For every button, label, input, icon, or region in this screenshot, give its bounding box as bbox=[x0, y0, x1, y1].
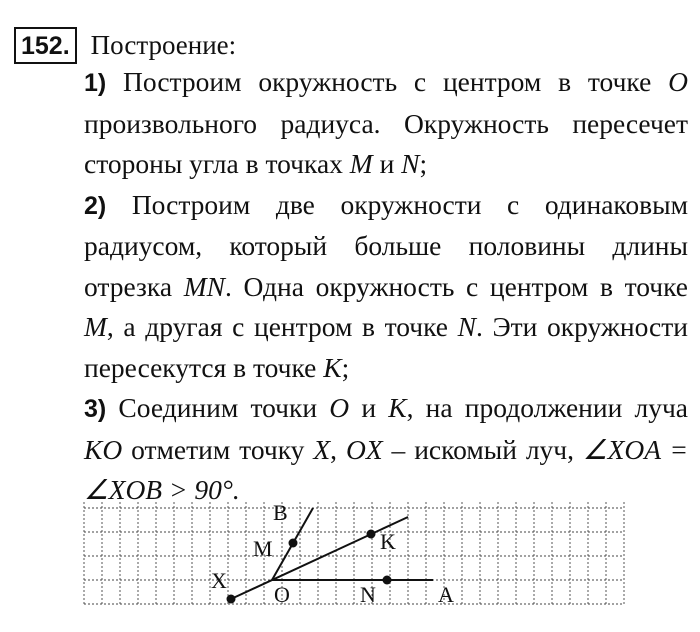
label-n: N bbox=[360, 582, 376, 607]
step-label: 2) bbox=[84, 191, 107, 220]
problem-header bbox=[14, 26, 236, 64]
step-text: и bbox=[372, 148, 402, 179]
point-k bbox=[367, 530, 376, 539]
step-1-paragraph bbox=[84, 62, 688, 185]
step-text: ; bbox=[341, 351, 350, 383]
point-n bbox=[383, 576, 392, 585]
point-m bbox=[289, 539, 298, 548]
step-text: произвольного радиуса. Окружность пересечет стороны угла в точках bbox=[84, 107, 688, 179]
step-text: Построим две окружности с одинаковым радиусом, который больше половины длины отрезка bbox=[84, 188, 688, 302]
step-2-paragraph bbox=[84, 185, 688, 389]
grid-paper bbox=[84, 502, 624, 606]
label-x: X bbox=[211, 568, 227, 593]
problem-number: 152. bbox=[14, 27, 77, 64]
step-label: 3) bbox=[84, 395, 107, 423]
solution-text bbox=[84, 62, 688, 511]
math-symbol: K bbox=[323, 351, 342, 383]
step-text: , а другая с центром в точке bbox=[106, 311, 458, 342]
math-symbol: M bbox=[349, 148, 373, 179]
math-symbol: OX bbox=[345, 433, 383, 465]
math-symbol: O bbox=[668, 66, 688, 97]
label-k: K bbox=[380, 529, 396, 554]
point-x bbox=[227, 595, 236, 604]
construction-figure bbox=[76, 496, 636, 617]
math-symbol: K bbox=[388, 392, 407, 423]
math-symbol: ∠XOA = ∠XOB > 90°. bbox=[84, 433, 689, 505]
step-text: , на продолжении луча bbox=[406, 392, 689, 423]
step-text: , bbox=[330, 433, 346, 465]
label-o: O bbox=[274, 582, 290, 607]
step-text: . Одна окружность с центром в точке bbox=[224, 270, 689, 302]
step-text: отметим точку bbox=[122, 433, 314, 465]
math-symbol: M bbox=[84, 311, 107, 342]
math-symbol: MN bbox=[183, 270, 225, 302]
step-text: и bbox=[349, 392, 389, 423]
step-text: Соединим точки bbox=[106, 392, 330, 423]
construction-diagram bbox=[76, 496, 636, 612]
label-a: A bbox=[438, 582, 454, 607]
math-symbol: N bbox=[457, 311, 476, 342]
math-symbol: O bbox=[329, 392, 350, 423]
step-3-paragraph bbox=[84, 388, 688, 511]
label-m: M bbox=[253, 536, 273, 561]
problem-title: Построение: bbox=[90, 29, 237, 60]
step-text: Построим окружность с центром в точке bbox=[106, 66, 669, 97]
step-label: 1) bbox=[84, 69, 107, 97]
math-symbol: X bbox=[313, 433, 331, 465]
step-text: – искомый луч, bbox=[382, 433, 583, 465]
math-symbol: N bbox=[401, 148, 420, 179]
label-b: B bbox=[273, 500, 288, 525]
math-symbol: KO bbox=[84, 433, 123, 465]
step-text: . Эти окружности пересекутся в точке bbox=[84, 311, 689, 383]
step-text: ; bbox=[419, 148, 428, 179]
